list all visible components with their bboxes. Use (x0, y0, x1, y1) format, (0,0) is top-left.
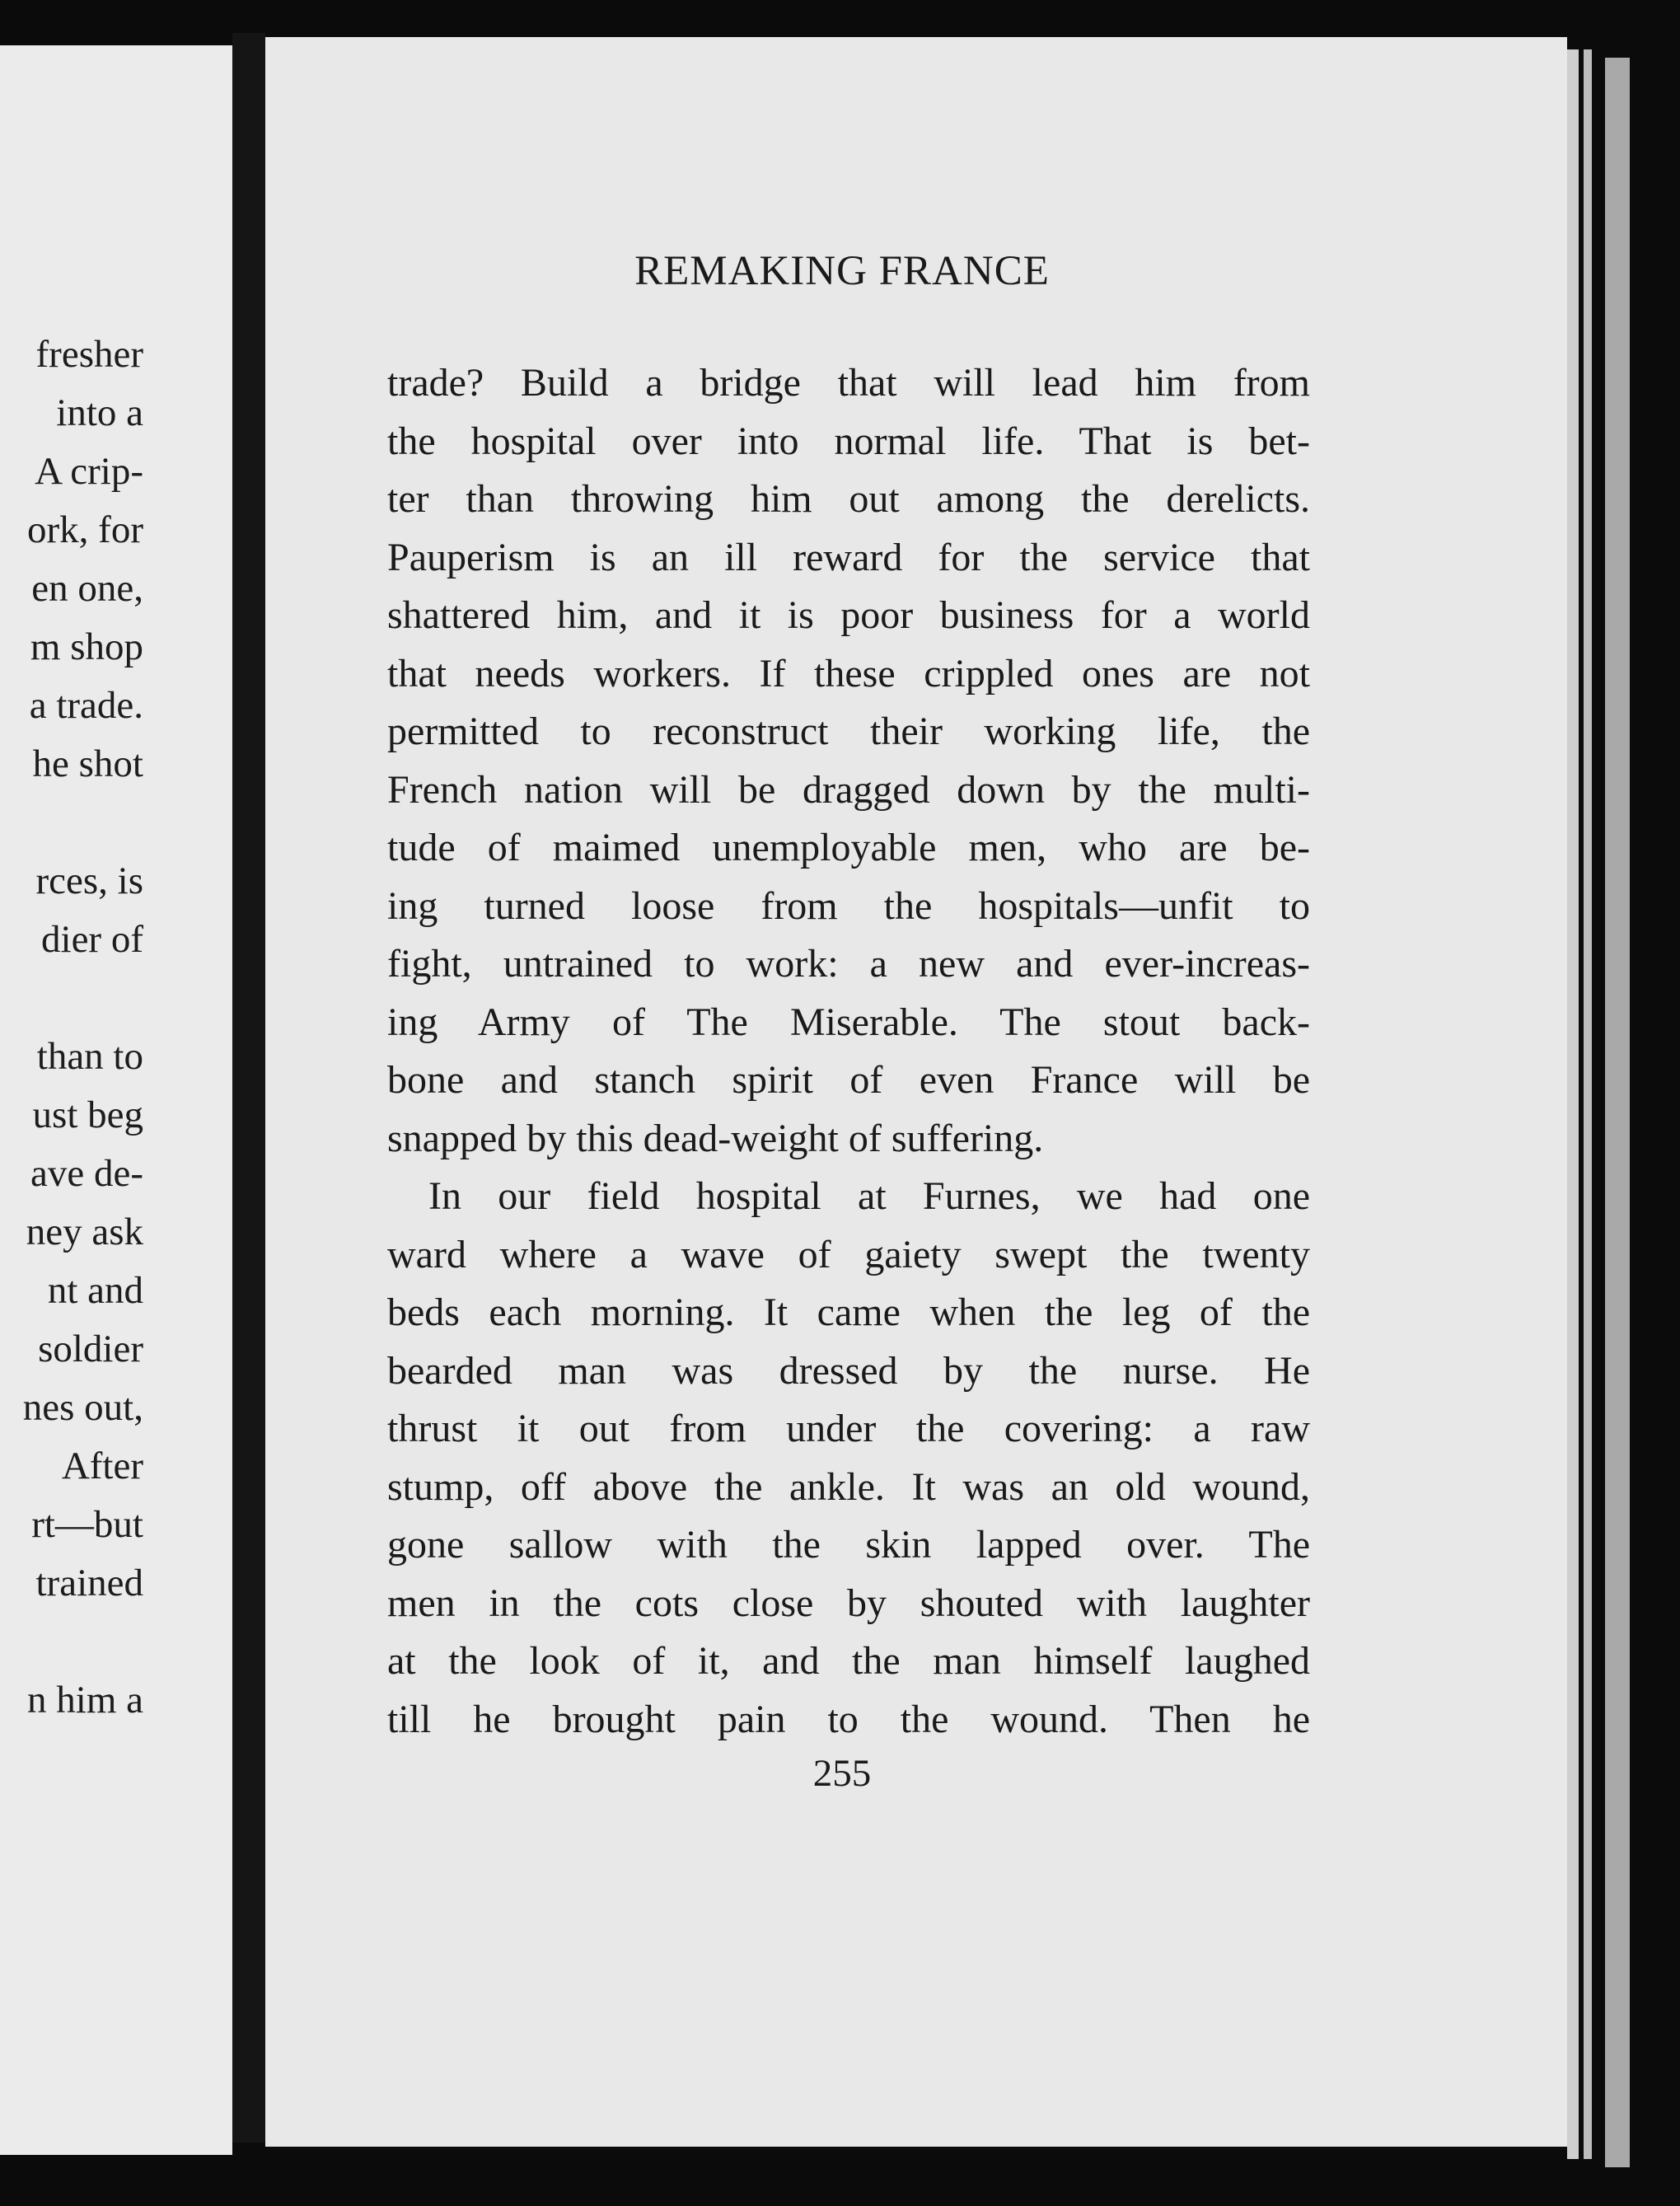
left-line: than to (36, 1035, 143, 1078)
text-line: shattered him, and it is poor business for a world (387, 593, 1310, 637)
text-line: the hospital over into normal life. That is bet- (387, 419, 1310, 463)
left-line: dier of (41, 918, 143, 961)
text-line: fight, untrained to work: a new and ever-increas- (387, 942, 1310, 986)
text-line: In our field hospital at Furnes, we had one (428, 1174, 1310, 1218)
left-line: a trade. (29, 684, 143, 727)
left-line: m shop (30, 625, 143, 668)
left-line: en one, (31, 567, 143, 610)
left-line: ork, for (27, 508, 143, 551)
page-edge (1567, 49, 1579, 2159)
text-line: tude of maimed unemployable men, who are be- (387, 826, 1310, 869)
left-line: ust beg (32, 1094, 143, 1136)
page-number: 255 (812, 1752, 872, 1795)
text-line: French nation will be dragged down by the multi- (387, 767, 1310, 812)
left-line: n him a (27, 1679, 143, 1721)
text-line: till he brought pain to the wound. Then he (387, 1697, 1310, 1741)
left-line: rces, is (35, 859, 143, 902)
text-line: permitted to reconstruct their working life, the (387, 710, 1310, 753)
text-line: ward where a wave of gaiety swept the twenty (387, 1232, 1310, 1276)
left-line: nt and (47, 1269, 143, 1312)
left-line: trained (35, 1562, 143, 1604)
text-line: Pauperism is an ill reward for the service that (387, 535, 1310, 579)
left-line: A crip- (35, 450, 143, 493)
right-page-text (387, 354, 1310, 1749)
left-line (23, 1613, 143, 1671)
right-page (265, 37, 1567, 2147)
page-edge (1584, 49, 1592, 2159)
text-line: bearded man was dressed by the nurse. He (387, 1348, 1310, 1393)
left-line (23, 969, 143, 1028)
left-line: soldier (38, 1328, 143, 1370)
page-edge (1605, 58, 1630, 2167)
text-line: beds each morning. It came when the leg of the (387, 1290, 1310, 1334)
text-line: that needs workers. If these crippled ones are not (387, 651, 1310, 696)
left-line: ney ask (26, 1211, 143, 1253)
text-line: ing Army of The Miserable. The stout back- (387, 1000, 1310, 1044)
running-head: REMAKING FRANCE (634, 248, 1050, 294)
left-page (0, 45, 232, 2155)
left-line: into a (56, 391, 143, 434)
left-line: nes out, (22, 1386, 143, 1429)
text-line: ing turned loose from the hospitals—unfit to (387, 883, 1310, 928)
left-line: ave de- (30, 1152, 143, 1195)
left-page-text (23, 326, 143, 1730)
text-line: stump, off above the ankle. It was an old wound, (387, 1464, 1310, 1509)
text-line: men in the cots close by shouted with laughter (387, 1581, 1310, 1625)
text-line: ter than throwing him out among the derelicts. (387, 477, 1310, 521)
text-line: thrust it out from under the covering: a raw (387, 1407, 1310, 1450)
text-line: trade? Build a bridge that will lead him from (387, 361, 1310, 405)
left-line: fresher (35, 333, 143, 376)
text-line: snapped by this dead-weight of suffering. (387, 1116, 1044, 1160)
book-gutter (232, 33, 265, 2143)
left-line: he shot (32, 742, 143, 785)
text-line: at the look of it, and the man himself laughed (387, 1639, 1310, 1683)
text-line: bone and stanch spirit of even France will be (387, 1058, 1310, 1102)
left-line: rt—but (31, 1503, 143, 1546)
left-line: After (61, 1445, 143, 1487)
left-line (23, 794, 143, 852)
text-line: gone sallow with the skin lapped over. The (387, 1523, 1310, 1567)
